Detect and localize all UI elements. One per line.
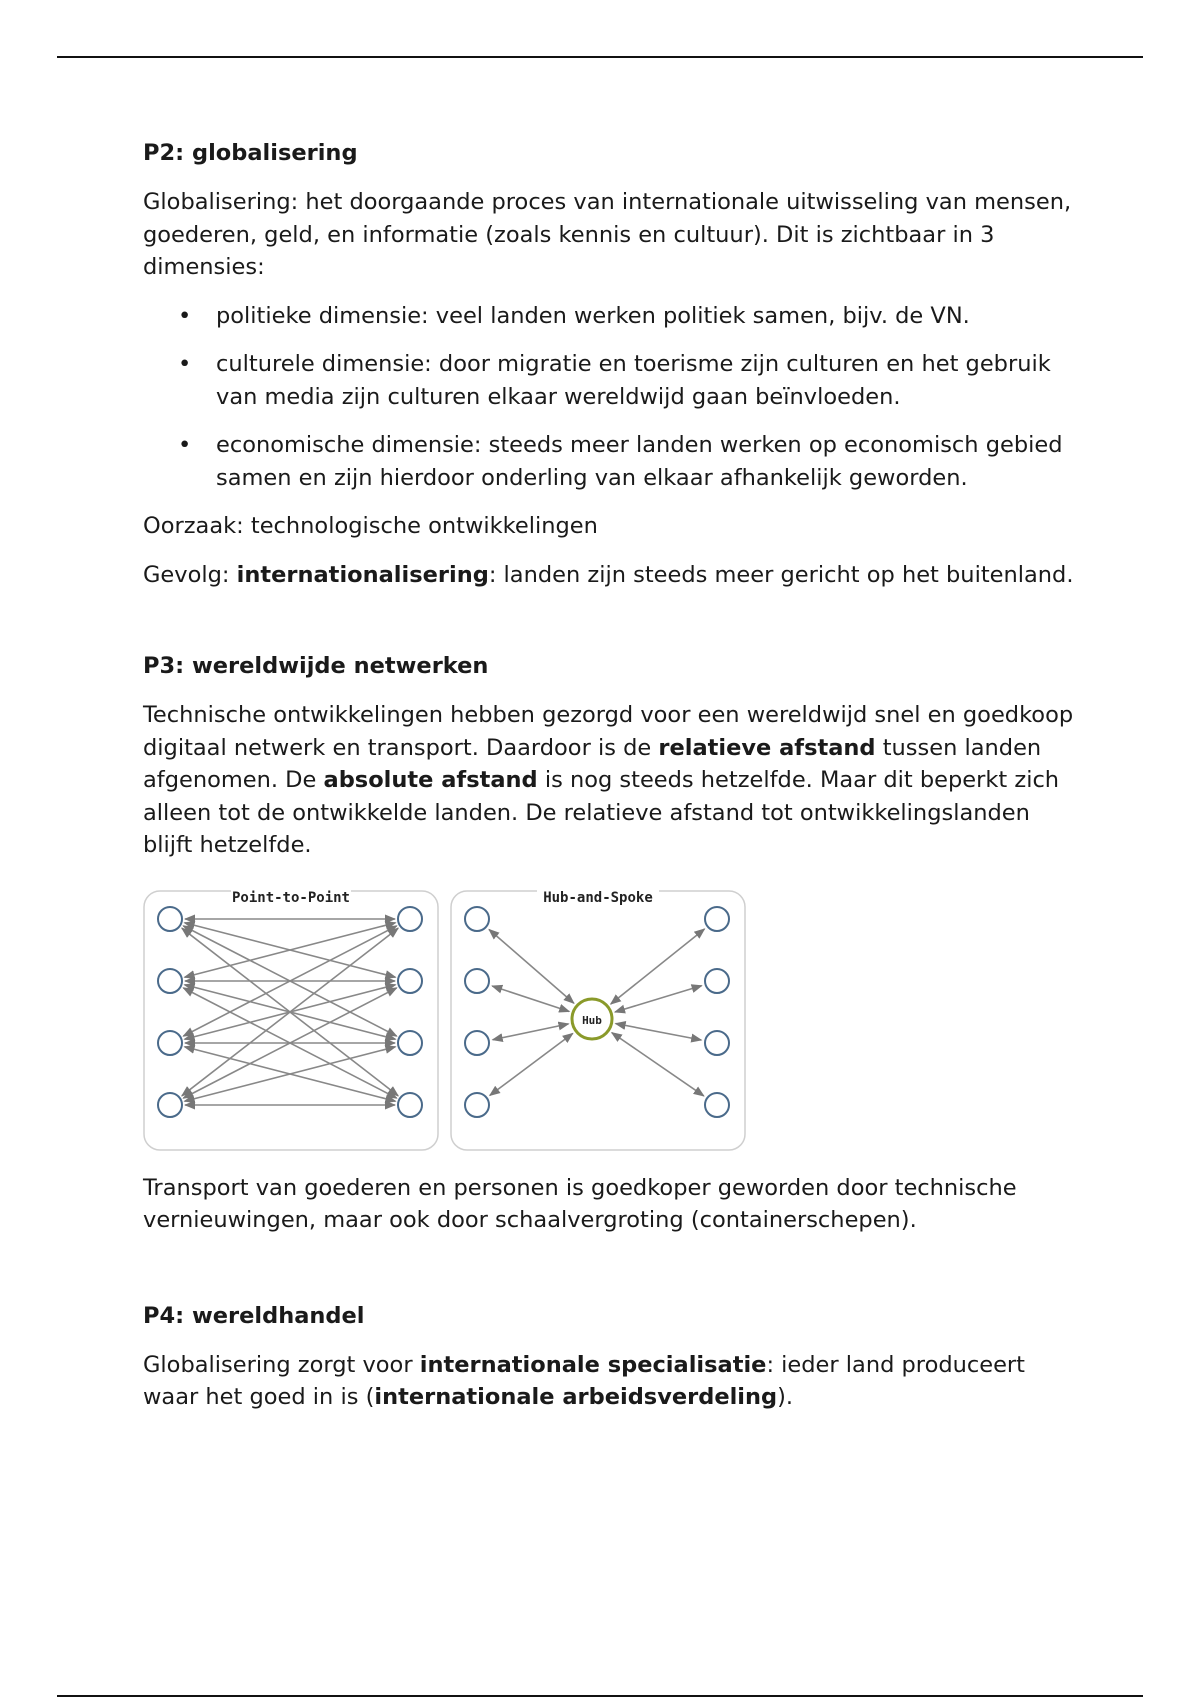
list-item-text: politieke dimensie: veel landen werken politiek samen, bijv. de VN.: [216, 302, 970, 329]
term-internationalisering: internationalisering: [236, 561, 489, 588]
bullet-icon: •: [178, 302, 192, 329]
list-item: [143, 429, 1083, 494]
section-title-p3: P3: wereldwijde netwerken: [143, 653, 489, 679]
p3-para2: Transport van goederen en personen is goedkoper geworden door technische vernieuwingen, maar ook door schaalvergroting (containerschepen).: [143, 1174, 1017, 1233]
bullet-icon: •: [178, 432, 192, 458]
node-circle: [398, 907, 422, 931]
list-item: [143, 300, 1083, 333]
list-item-text: economische dimensie: steeds meer landen werken op economisch gebied samen en zijn hierdoor onderling van elkaar afhankelijk geworden.: [216, 432, 1063, 491]
p4-text-a: Globalisering zorgt voor: [143, 1351, 420, 1378]
p2-intro: Globalisering: het doorgaande proces van internationale uitwisseling van mensen, goederen, geld, en informatie (zoals kennis en cultuur). Dit is zichtbaar in 3 dimensies:: [143, 189, 1072, 280]
list-item: [143, 348, 1083, 413]
node-circle: [465, 1093, 489, 1117]
node-circle: [158, 1031, 182, 1055]
node-circle: [705, 1031, 729, 1055]
node-circle: [158, 1093, 182, 1117]
point-to-point-title: Point-to-Point: [231, 889, 351, 906]
node-circle: [465, 1031, 489, 1055]
dimension-list: [143, 300, 1083, 495]
node-circle: [705, 907, 729, 931]
term-internationale-specialisatie: internationale specialisatie: [419, 1351, 767, 1378]
node-circle: [705, 969, 729, 993]
node-circle: [705, 1093, 729, 1117]
p3-text-c: is nog steeds hetzelfde. Maar dit beperkt zich alleen tot de ontwikkelde landen. De relatieve afstand tot ontwikkelingslanden blijft hetzelfde.: [143, 767, 1060, 858]
network-diagram: [143, 890, 747, 1152]
top-rule: [57, 56, 1143, 58]
hub-and-spoke-title: Hub-and-Spoke: [543, 889, 653, 906]
section-title-p2: P2: globalisering: [143, 140, 358, 166]
point-to-point-panel: [144, 891, 438, 1150]
p3-text-a: Technische ontwikkelingen hebben gezorgd voor een wereldwijd snel en goedkoop digitaal netwerk en transport. Daardoor is de: [143, 702, 1074, 761]
node-circle: [398, 1031, 422, 1055]
node-circle: [158, 969, 182, 993]
p4-para: [143, 1349, 1083, 1414]
node-circle: [398, 969, 422, 993]
gevolg-prefix: Gevolg:: [143, 561, 237, 588]
term-internationale-arbeidsverdeling: internationale arbeidsverdeling: [374, 1384, 778, 1410]
network-diagram-figure: [143, 890, 747, 1152]
node-circle: [465, 907, 489, 931]
p2-gevolg: [143, 559, 1083, 592]
bullet-icon: •: [178, 351, 192, 377]
p4-text-b: : ieder land produceert waar het goed in is (: [143, 1351, 1026, 1410]
p4-text-c: ).: [777, 1384, 794, 1410]
p3-text-b: tussen landen afgenomen. De: [143, 734, 1042, 793]
node-circle: [398, 1093, 422, 1117]
bottom-rule: [57, 1695, 1143, 1697]
p2-oorzaak: Oorzaak: technologische ontwikkelingen: [143, 513, 598, 539]
term-relatieve-afstand: relatieve afstand: [658, 734, 876, 761]
node-circle: [465, 969, 489, 993]
list-item-text: culturele dimensie: door migratie en toerisme zijn culturen en het gebruik van media zijn culturen elkaar wereldwijd gaan beïnvloeden.: [216, 351, 1051, 410]
term-absolute-afstand: absolute afstand: [323, 767, 538, 793]
hub-label: Hub: [582, 1013, 602, 1027]
p3-para1: [143, 699, 1083, 862]
gevolg-rest: : landen zijn steeds meer gericht op het buitenland.: [488, 561, 1074, 588]
document-body: [143, 138, 1083, 1414]
node-circle: [158, 907, 182, 931]
section-title-p4: P4: wereldhandel: [143, 1302, 365, 1329]
